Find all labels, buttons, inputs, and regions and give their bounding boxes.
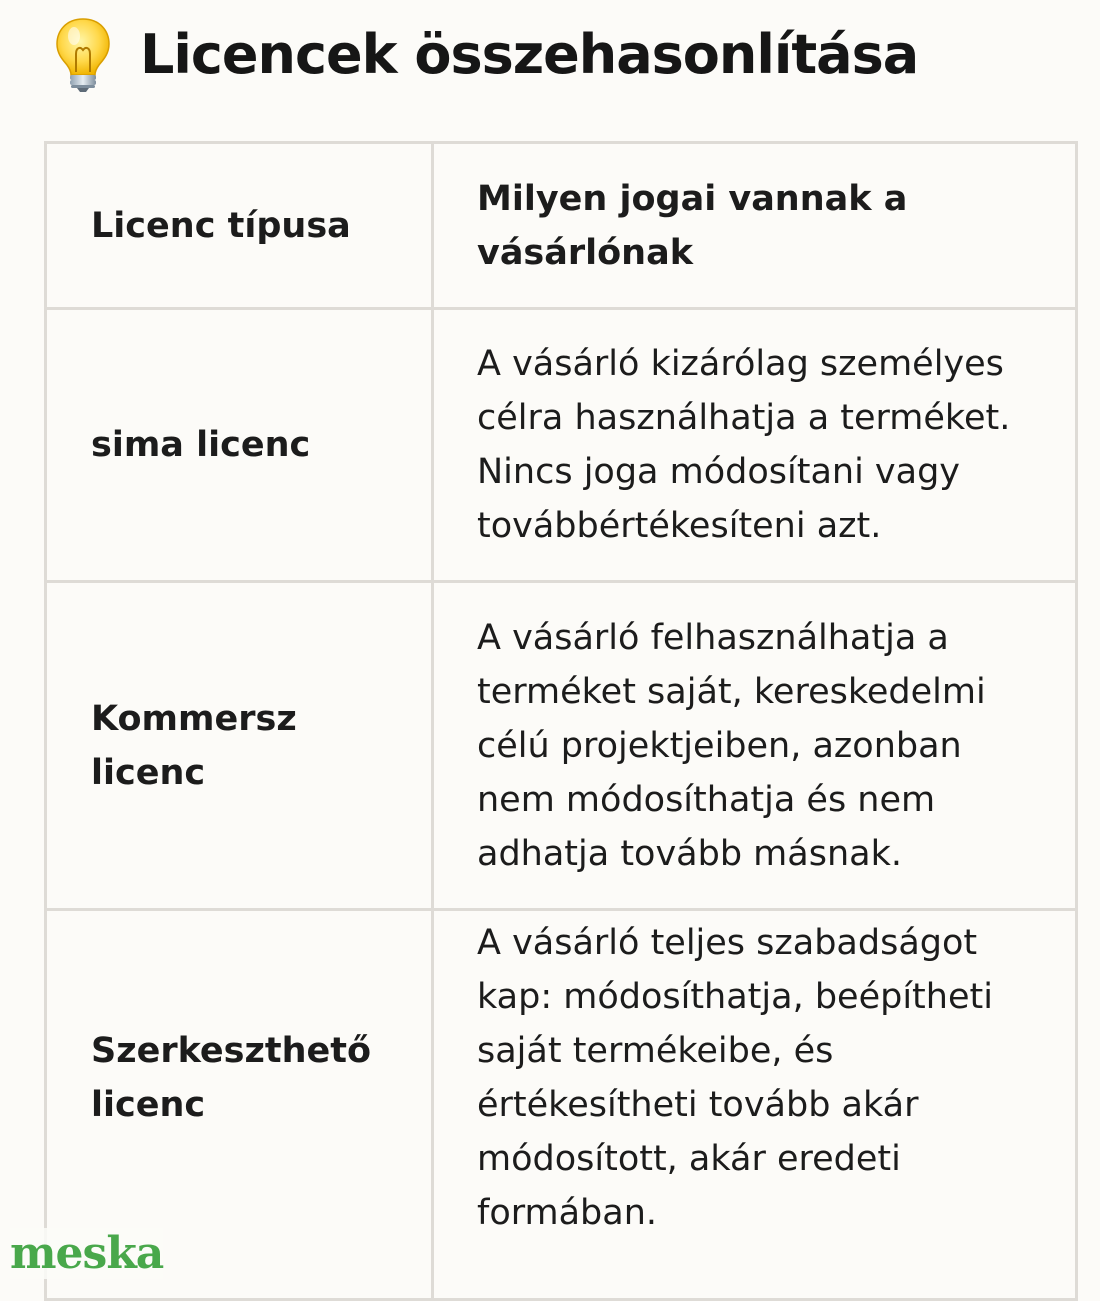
column-divider	[431, 583, 434, 908]
license-comparison-table	[44, 141, 1078, 1301]
table-header-row	[47, 144, 1075, 310]
header-cell-license-type: Licenc típusa	[91, 205, 351, 246]
license-type-cell: Kommersz licenc	[91, 698, 297, 793]
license-rights-cell: A vásárló teljes szabadságot kap: módosíthatja, beépítheti saját termékeibe, és értékesítheti tovább akár módosított, akár eredeti formában.	[477, 923, 993, 1233]
page-title: Licencek összehasonlítása	[140, 22, 919, 86]
lightbulb-icon	[52, 16, 114, 92]
meska-logo: meska	[10, 1228, 164, 1279]
header-cell-rights: Milyen jogai vannak a vásárlónak	[477, 178, 908, 273]
title-row	[52, 14, 918, 94]
table-row	[47, 583, 1075, 911]
table-row	[47, 310, 1075, 583]
license-rights-cell: A vásárló felhasználhatja a terméket saját, kereskedelmi célú projektjeiben, azonban nem módosíthatja és nem adhatja tovább másnak.	[477, 617, 986, 874]
license-type-cell: Szerkeszthető licenc	[91, 1031, 372, 1125]
column-divider	[431, 911, 434, 1301]
table-row	[47, 911, 1075, 1301]
column-divider	[431, 144, 434, 307]
license-rights-cell: A vásárló kizárólag személyes célra használhatja a terméket. Nincs joga módosítani vagy továbbértékesíteni azt.	[477, 344, 1011, 546]
column-divider	[431, 310, 434, 580]
license-type-cell: sima licenc	[91, 425, 311, 465]
